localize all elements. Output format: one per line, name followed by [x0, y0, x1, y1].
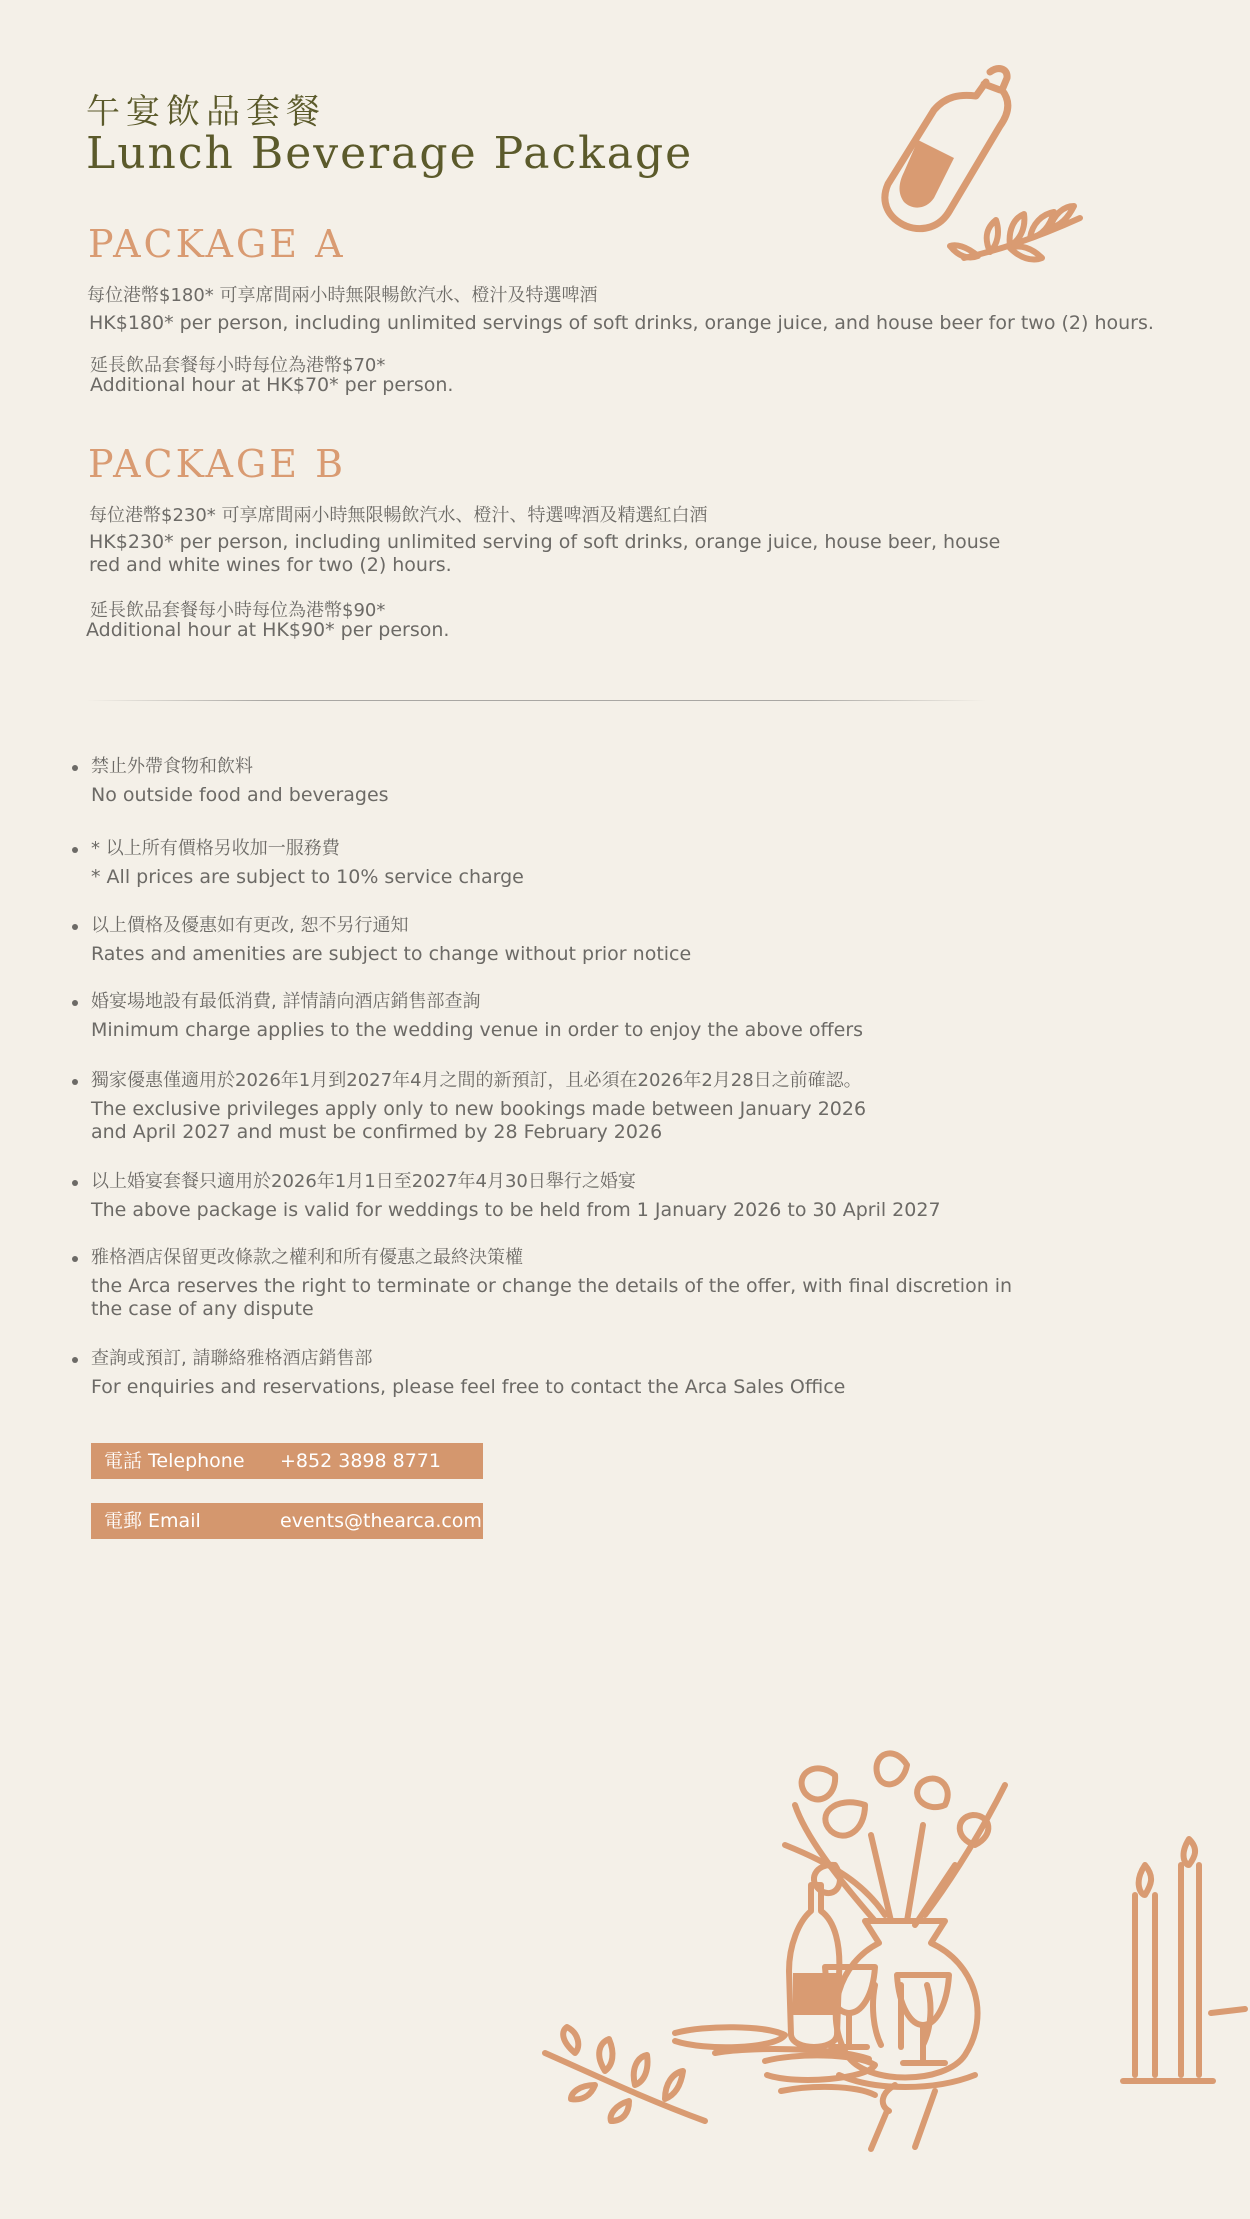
wine-bottle-illustration	[860, 60, 1100, 280]
note-en: the Arca reserves the right to terminate or change the details of the offer, with final discretion in the case of any dispute	[91, 1275, 1013, 1320]
email-value[interactable]: events@thearca.com	[280, 1510, 482, 1532]
note-zh: 獨家優惠僅適用於2026年1月到2027年4月之間的新預訂，且必須在2026年2月28日之前確認。	[91, 1070, 862, 1091]
email-contact	[91, 1503, 483, 1539]
section-divider	[86, 700, 986, 701]
telephone-label: 電話 Telephone	[104, 1450, 245, 1472]
note-zh: 以上價格及優惠如有更改, 恕不另行通知	[91, 915, 409, 936]
package-a-desc-zh: 每位港幣$180* 可享席間兩小時無限暢飲汽水、橙汁及特選啤酒	[87, 285, 598, 306]
note-en: Rates and amenities are subject to change without prior notice	[91, 943, 692, 965]
package-b-extra-en: Additional hour at HK$90* per person.	[86, 619, 450, 641]
table-setting-illustration	[535, 1735, 1245, 2175]
note-zh: 查詢或預訂, 請聯絡雅格酒店銷售部	[91, 1348, 373, 1369]
package-b-extra-zh: 延長飲品套餐每小時每位為港幣$90*	[90, 600, 386, 621]
list-item	[60, 914, 1040, 990]
package-a-extra-en: Additional hour at HK$70* per person.	[90, 374, 454, 396]
package-a-heading: PACKAGE A	[88, 222, 346, 266]
note-zh: 雅格酒店保留更改條款之權利和所有優惠之最終決策權	[91, 1247, 523, 1268]
list-item	[60, 755, 1040, 837]
terms-list	[60, 755, 1040, 1427]
title-en: Lunch Beverage Package	[86, 128, 694, 179]
note-en: The above package is valid for weddings to be held from 1 January 2026 to 30 April 2027	[91, 1199, 941, 1221]
telephone-contact	[91, 1443, 483, 1479]
title-zh: 午宴飲品套餐	[86, 92, 326, 132]
package-b-desc-en: HK$230* per person, including unlimited serving of soft drinks, orange juice, house beer, house red and white wines for two (2) hours.	[89, 531, 1001, 576]
package-a-extra-zh: 延長飲品套餐每小時每位為港幣$70*	[90, 355, 386, 376]
telephone-value[interactable]: +852 3898 8771	[280, 1450, 441, 1472]
note-zh: * 以上所有價格另收加一服務費	[91, 838, 340, 859]
package-a-desc-en: HK$180* per person, including unlimited servings of soft drinks, orange juice, and house beer for two (2) hours.	[89, 312, 1154, 334]
note-en: No outside food and beverages	[91, 784, 389, 806]
note-zh: 禁止外帶食物和飲料	[91, 756, 253, 777]
list-item	[60, 1347, 1040, 1427]
note-zh: 以上婚宴套餐只適用於2026年1月1日至2027年4月30日舉行之婚宴	[91, 1171, 636, 1192]
email-label: 電郵 Email	[104, 1510, 201, 1532]
package-b-desc-zh: 每位港幣$230* 可享席間兩小時無限暢飲汽水、橙汁、特選啤酒及精選紅白酒	[89, 505, 708, 526]
note-en: Minimum charge applies to the wedding venue in order to enjoy the above offers	[91, 1019, 864, 1041]
list-item	[60, 1069, 1040, 1170]
list-item	[60, 1170, 1040, 1246]
list-item	[60, 990, 1040, 1069]
list-item	[60, 837, 1040, 914]
list-item	[60, 1246, 1040, 1347]
note-en: The exclusive privileges apply only to new bookings made between January 2026 and April 2027 and must be confirmed by 28 February 2026	[91, 1098, 867, 1143]
note-en: * All prices are subject to 10% service charge	[91, 866, 524, 888]
note-en: For enquiries and reservations, please feel free to contact the Arca Sales Office	[91, 1376, 846, 1398]
package-b-heading: PACKAGE B	[88, 442, 346, 486]
note-zh: 婚宴場地設有最低消費, 詳情請向酒店銷售部查詢	[91, 991, 481, 1012]
